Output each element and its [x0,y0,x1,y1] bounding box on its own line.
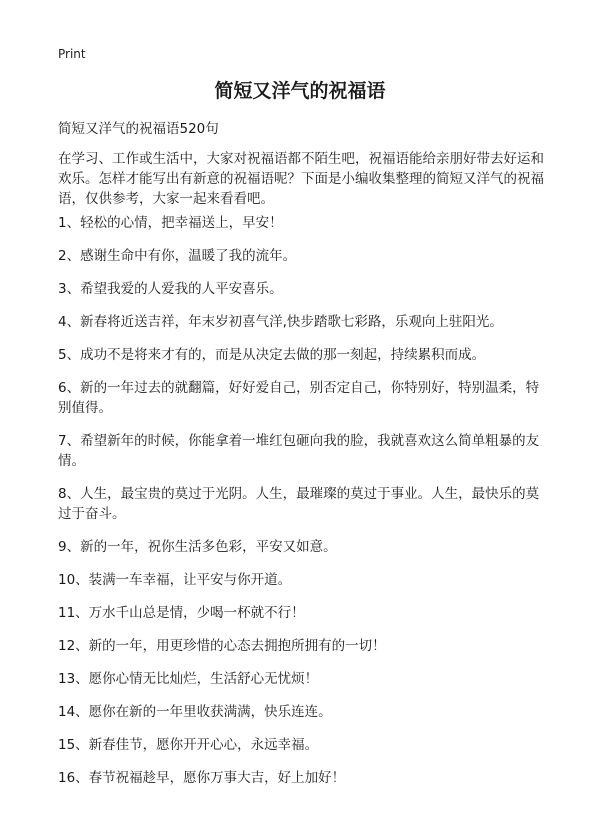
intro-paragraph: 在学习、工作或生活中，大家对祝福语都不陌生吧，祝福语能给亲朋好带去好运和欢乐。怎样才能写出有新意的祝福语呢？下面是小编收集整理的简短又洋气的祝福语，仅供参考，大家一起来看看吧。 [58,151,544,207]
list-item: 4、新春将近送吉祥，年末岁初喜气洋,快步踏歌七彩路，乐观向上驻阳光。 [58,314,503,330]
greeting-list [58,213,550,801]
list-item: 15、新春佳节，愿你开开心心，永远幸福。 [58,737,319,753]
list-item: 12、新的一年，用更珍惜的心态去拥抱所拥有的一切！ [58,638,386,654]
print-link[interactable]: Print [58,47,86,61]
list-item: 2、感谢生命中有你，温暖了我的流年。 [58,248,297,264]
list-item: 10、装满一车幸福，让平安与你开道。 [58,572,292,588]
list-item: 3、希望我爱的人爱我的人平安喜乐。 [58,281,283,297]
page-title: 简短又洋气的祝福语 [214,80,386,102]
list-item: 6、新的一年过去的就翻篇，好好爱自己，别否定自己，你特别好，特别温柔，特别值得。 [58,380,540,416]
list-item: 11、万水千山总是情，少喝一杯就不行！ [58,605,305,621]
list-item: 14、愿你在新的一年里收获满满，快乐连连。 [58,704,332,720]
list-item: 1、轻松的心情，把幸福送上，早安！ [58,215,283,231]
list-item: 7、希望新年的时候，你能拿着一堆红包砸向我的脸，我就喜欢这么简单粗暴的友情。 [58,433,540,469]
list-item: 9、新的一年，祝你生活多色彩，平安又如意。 [58,539,337,555]
list-item: 8、人生，最宝贵的莫过于光阴。人生，最璀璨的莫过于事业。人生，最快乐的莫过于奋斗。 [58,486,540,522]
list-item: 13、愿你心情无比灿烂，生活舒心无忧烦！ [58,671,319,687]
list-item: 16、春节祝福趁早，愿你万事大吉，好上加好！ [58,770,346,786]
list-item: 5、成功不是将来才有的，而是从决定去做的那一刻起，持续累积而成。 [58,347,486,363]
subtitle: 简短又洋气的祝福语520句 [58,121,219,137]
